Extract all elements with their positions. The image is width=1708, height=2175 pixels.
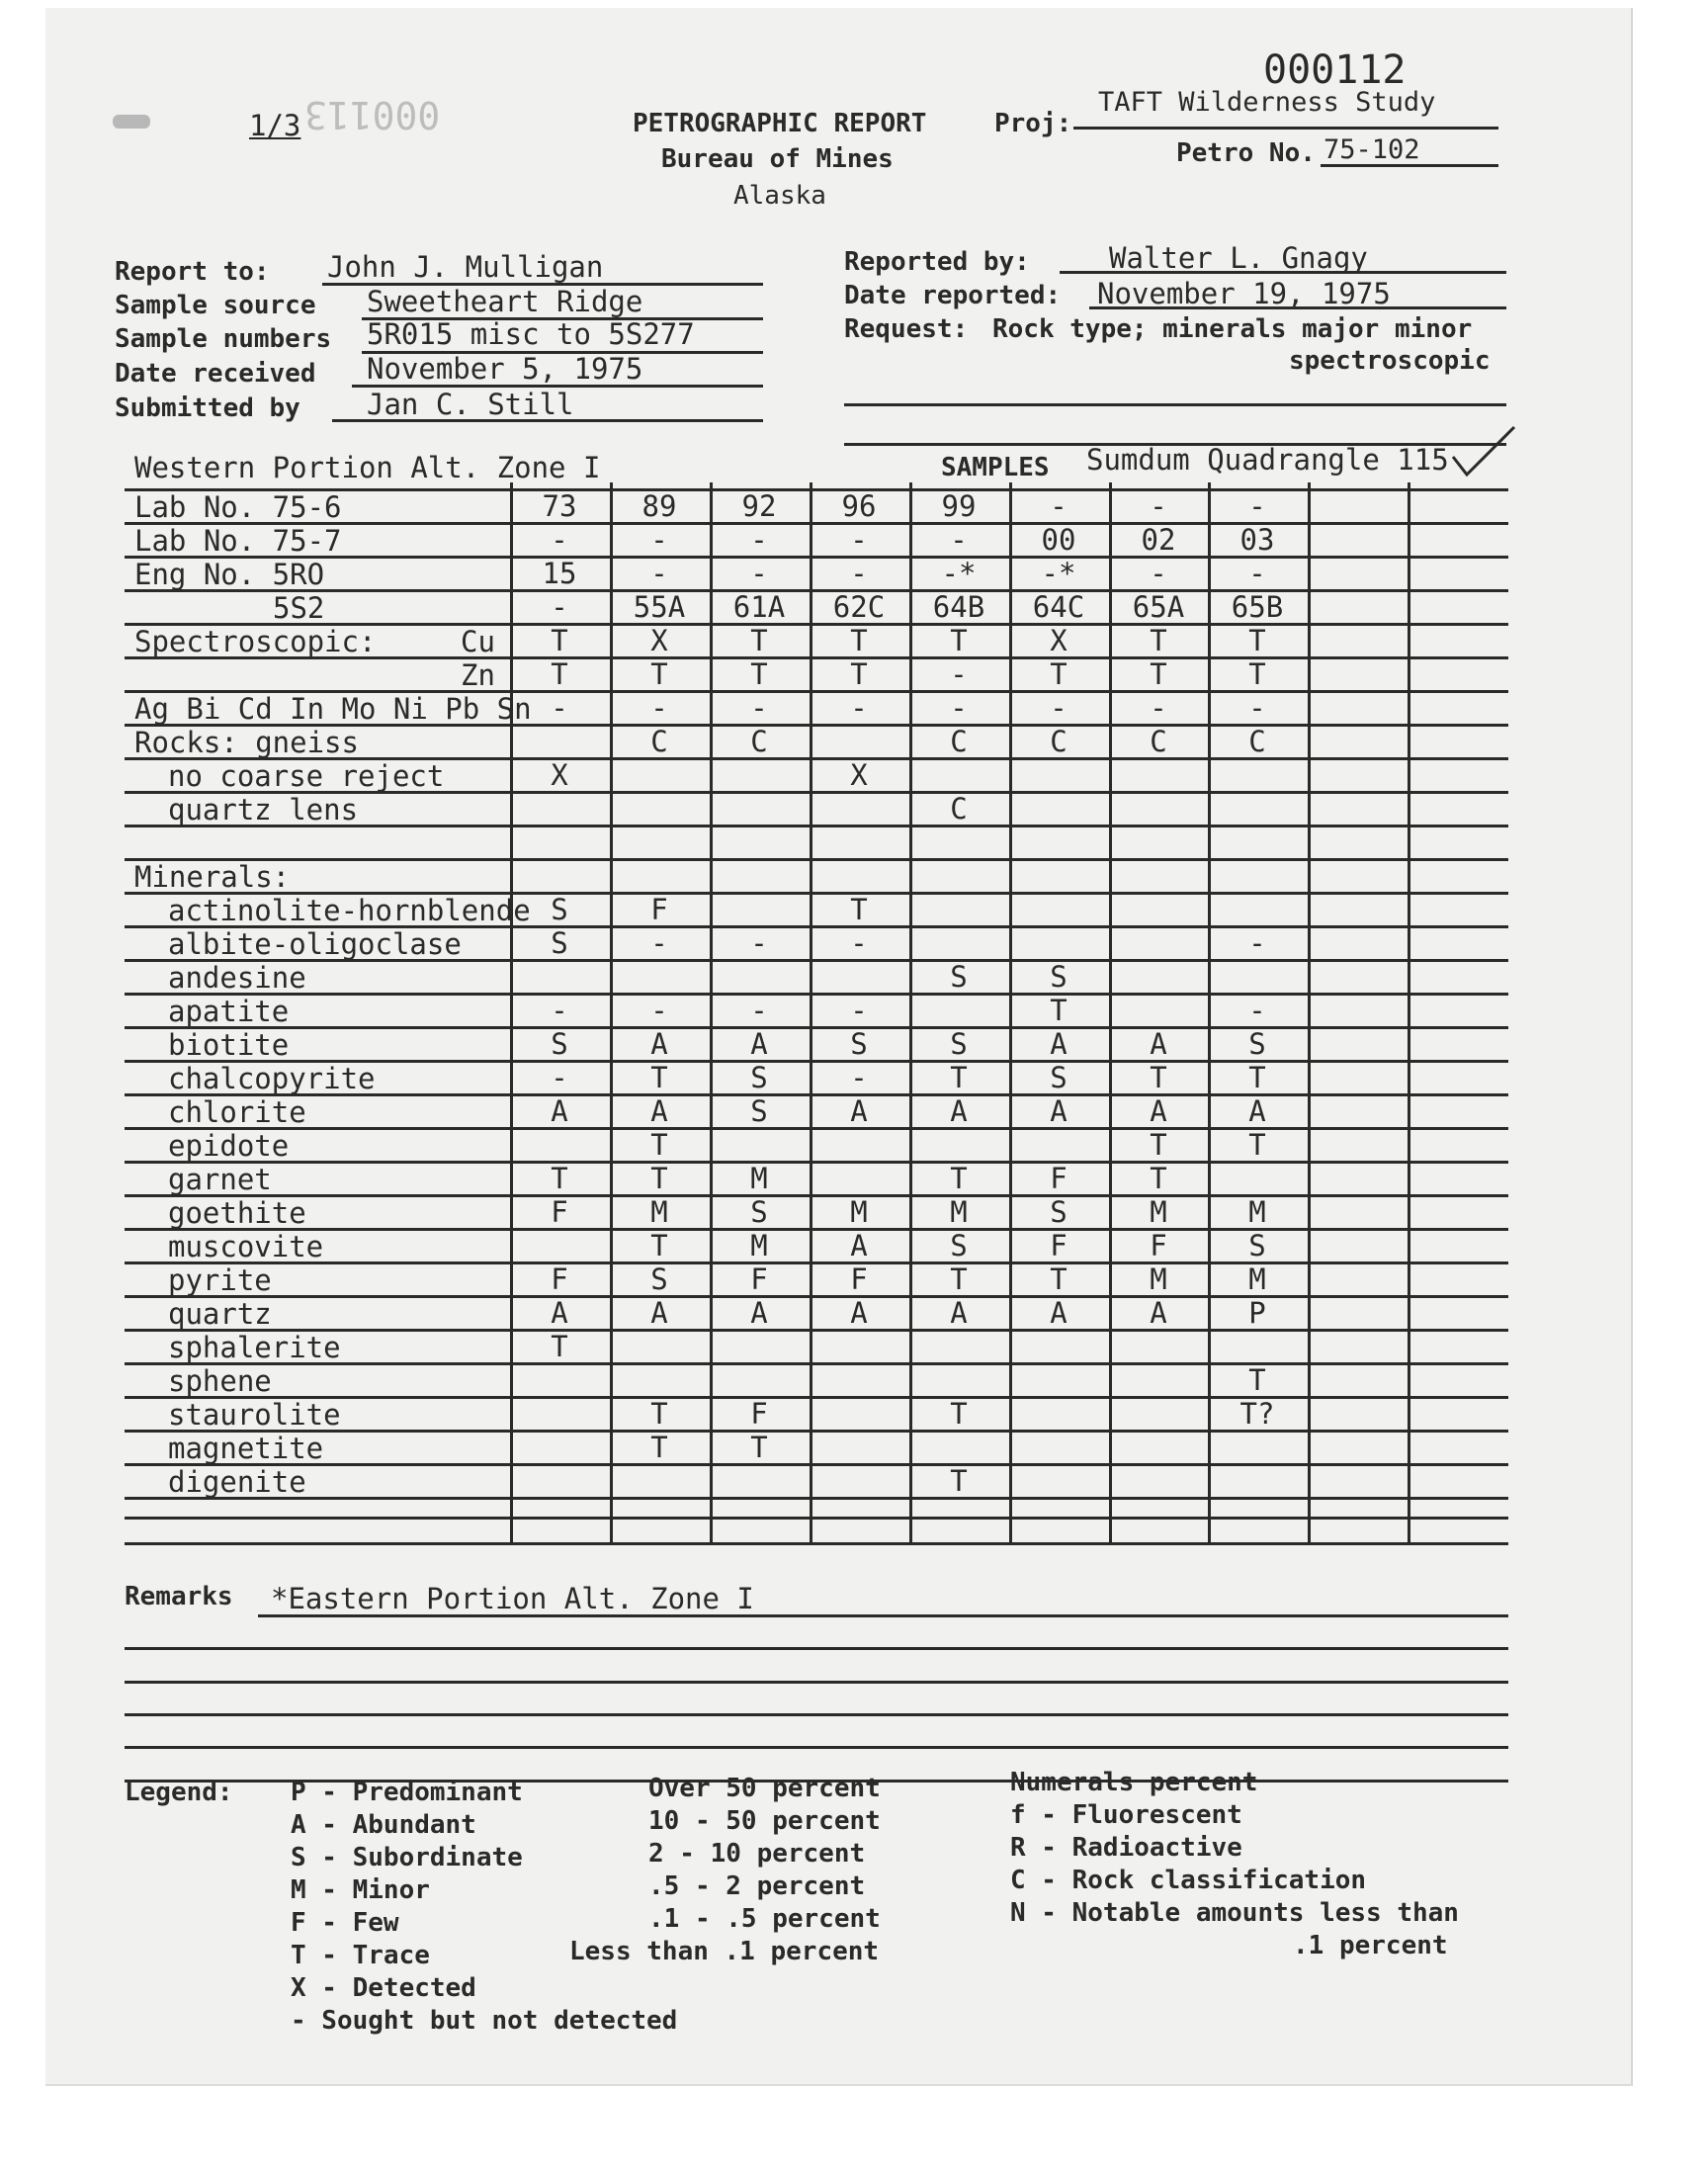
table-cell: -: [551, 691, 568, 725]
reverse-stamp-number: 000113: [304, 93, 441, 136]
row-rule: [125, 825, 1508, 827]
table-cell: A: [1050, 1027, 1068, 1061]
table-cell: 89: [641, 489, 677, 523]
column-rule: [1408, 482, 1410, 1542]
table-cell: -: [750, 691, 768, 725]
row-label: no coarse reject: [168, 759, 445, 793]
legend-note: .1 percent: [1293, 1931, 1448, 1960]
table-cell: T: [650, 657, 668, 691]
field-underline: [844, 403, 1506, 406]
table-cell: S: [1050, 1195, 1068, 1229]
table-cell: C: [1150, 725, 1167, 758]
row-label: staurolite: [168, 1398, 341, 1432]
table-cell: F: [551, 1262, 568, 1296]
column-rule: [909, 482, 912, 1542]
report-to-value: John J. Mulligan: [327, 250, 604, 284]
table-cell: 65B: [1231, 590, 1284, 624]
table-cell: X: [551, 758, 568, 792]
table-cell: S: [950, 960, 968, 994]
table-cell: T: [950, 1262, 968, 1296]
table-cell: A: [650, 1296, 668, 1330]
table-cell: S: [850, 1027, 868, 1061]
row-label: quartz lens: [168, 793, 359, 826]
row-rule: [125, 1517, 1508, 1520]
table-cell: T: [1050, 657, 1068, 691]
row-label: epidote: [168, 1129, 290, 1163]
table-cell: -: [950, 657, 968, 691]
table-cell: M: [650, 1195, 668, 1229]
table-cell: -: [650, 926, 668, 960]
legend-code: X - Detected: [291, 1973, 476, 2003]
table-cell: -*: [1041, 557, 1076, 590]
field-underline: [1089, 306, 1506, 309]
table-cell: A: [1050, 1296, 1068, 1330]
table-cell: -*: [941, 557, 977, 590]
table-cell: -: [750, 557, 768, 590]
table-cell: -: [551, 523, 568, 557]
table-cell: T: [750, 624, 768, 657]
table-cell: S: [551, 926, 568, 960]
legend-code: S - Subordinate: [291, 1843, 523, 1872]
sample-source-label: Sample source: [115, 291, 316, 320]
row-label: quartz: [168, 1297, 272, 1331]
row-label: Lab No. 75-6: [134, 490, 342, 524]
table-cell: M: [1248, 1195, 1266, 1229]
date-reported-label: Date reported:: [844, 281, 1062, 310]
row-label: apatite: [168, 995, 290, 1028]
table-cell: T: [950, 1061, 968, 1094]
table-cell: T: [1248, 657, 1266, 691]
field-underline: [1060, 271, 1506, 274]
table-cell: F: [551, 1195, 568, 1229]
table-cell: 02: [1141, 523, 1176, 557]
table-cell: M: [750, 1162, 768, 1195]
table-cell: -: [551, 590, 568, 624]
date-reported-value: November 19, 1975: [1097, 277, 1391, 310]
table-cell: C: [950, 792, 968, 826]
table-cell: T: [650, 1431, 668, 1464]
table-cell: -: [850, 994, 868, 1027]
table-cell: T: [1248, 624, 1266, 657]
table-cell: -: [1150, 557, 1167, 590]
submitted-by-value: Jan C. Still: [367, 388, 574, 421]
row-label: chalcopyrite: [168, 1062, 376, 1095]
table-cell: 64C: [1032, 590, 1085, 624]
table-cell: -: [1248, 489, 1266, 523]
document-number: 000112: [1263, 47, 1407, 93]
table-cell: -: [1050, 691, 1068, 725]
ink-smudge: [113, 115, 150, 129]
table-cell: -: [1248, 691, 1266, 725]
table-cell: T: [1150, 1061, 1167, 1094]
row-label: 5S2: [273, 591, 325, 625]
remarks-line: [125, 1746, 1508, 1749]
request-value-line1: Rock type; minerals major minor: [992, 314, 1473, 344]
column-rule: [1109, 482, 1112, 1542]
table-cell: 73: [542, 489, 577, 523]
request-value-line2: spectroscopic: [1289, 346, 1491, 376]
remarks-line: [125, 1681, 1508, 1684]
row-label: digenite: [168, 1465, 306, 1499]
table-cell: T: [1248, 1128, 1266, 1162]
report-title: PETROGRAPHIC REPORT: [633, 109, 927, 138]
table-cell: S: [950, 1027, 968, 1061]
table-cell: C: [950, 725, 968, 758]
column-rule: [810, 482, 812, 1542]
sample-numbers-label: Sample numbers: [115, 324, 332, 354]
table-cell: S: [551, 1027, 568, 1061]
column-rule: [1208, 482, 1211, 1542]
sample-numbers-value: 5R015 misc to 5S277: [367, 317, 695, 351]
row-rule: [125, 1542, 1508, 1545]
column-rule: [610, 482, 613, 1542]
table-cell: -: [850, 523, 868, 557]
table-cell: A: [1050, 1094, 1068, 1128]
table-cell: M: [1150, 1262, 1167, 1296]
legend-note: f - Fluorescent: [1010, 1800, 1242, 1830]
row-label: Spectroscopic:: [134, 625, 377, 658]
table-cell: A: [850, 1296, 868, 1330]
table-cell: S: [551, 893, 568, 926]
column-rule: [710, 482, 713, 1542]
request-label: Request:: [844, 314, 969, 344]
row-rule: [125, 1161, 1508, 1164]
table-cell: T: [1150, 657, 1167, 691]
table-cell: T: [650, 1061, 668, 1094]
table-cell: -: [650, 691, 668, 725]
table-cell: A: [750, 1296, 768, 1330]
reported-by-value: Walter L. Gnagy: [1109, 241, 1368, 275]
remarks-line: [125, 1647, 1508, 1650]
date-received-value: November 5, 1975: [367, 352, 643, 386]
table-cell: F: [750, 1262, 768, 1296]
petro-value: 75-102: [1324, 134, 1420, 165]
table-cell: -: [551, 994, 568, 1027]
table-cell: T: [850, 893, 868, 926]
table-cell: T: [950, 624, 968, 657]
table-cell: A: [1150, 1094, 1167, 1128]
reported-by-label: Reported by:: [844, 247, 1030, 277]
table-cell: A: [750, 1027, 768, 1061]
table-cell: T: [551, 657, 568, 691]
table-cell: A: [551, 1296, 568, 1330]
row-label: actinolite-hornblende: [168, 894, 531, 927]
proj-underline: [1073, 127, 1498, 130]
table-cell: T: [850, 657, 868, 691]
page-fraction: 1/3: [249, 109, 301, 142]
table-cell: T: [950, 1397, 968, 1431]
row-label: sphalerite: [168, 1331, 341, 1364]
table-cell: -: [850, 926, 868, 960]
table-cell: A: [551, 1094, 568, 1128]
row-label: garnet: [168, 1163, 272, 1196]
legend-code: T - Trace: [291, 1941, 430, 1970]
row-rule: [125, 858, 1508, 861]
table-cell: P: [1248, 1296, 1266, 1330]
legend-range: 2 - 10 percent: [648, 1839, 866, 1869]
report-to-label: Report to:: [115, 257, 270, 287]
field-underline: [332, 419, 763, 422]
table-cell: -: [850, 1061, 868, 1094]
table-cell: F: [750, 1397, 768, 1431]
table-cell: 03: [1239, 523, 1275, 557]
remarks-label: Remarks: [125, 1582, 233, 1611]
table-cell: A: [950, 1094, 968, 1128]
proj-label: Proj:: [994, 109, 1072, 138]
legend-range: .5 - 2 percent: [648, 1871, 866, 1901]
row-label: sphene: [168, 1364, 272, 1398]
table-cell: -: [650, 557, 668, 590]
table-cell: T: [1248, 1061, 1266, 1094]
table-cell: T: [950, 1464, 968, 1498]
table-cell: F: [650, 893, 668, 926]
table-cell: -: [551, 1061, 568, 1094]
table-cell: 99: [941, 489, 977, 523]
table-cell: 96: [841, 489, 877, 523]
table-cell: T: [650, 1229, 668, 1262]
report-sheet: [45, 8, 1633, 2086]
table-cell: -: [850, 691, 868, 725]
table-cell: F: [1050, 1162, 1068, 1195]
table-cell: A: [850, 1094, 868, 1128]
table-cell: C: [650, 725, 668, 758]
row-label: magnetite: [168, 1432, 324, 1465]
table-cell: M: [850, 1195, 868, 1229]
table-cell: 61A: [732, 590, 786, 624]
legend-note: Numerals percent: [1010, 1768, 1258, 1797]
table-cell: 64B: [932, 590, 985, 624]
table-cell: S: [750, 1195, 768, 1229]
table-cell: -: [1248, 926, 1266, 960]
table-cell: X: [850, 758, 868, 792]
table-cell: -: [1248, 994, 1266, 1027]
legend-code: P - Predominant: [291, 1778, 523, 1807]
submitted-by-label: Submitted by: [115, 393, 300, 423]
table-cell: 65A: [1132, 590, 1185, 624]
table-cell: T: [650, 1162, 668, 1195]
table-cell: S: [750, 1094, 768, 1128]
table-cell: T: [551, 1330, 568, 1363]
samples-value: Sumdum Quadrangle 115: [1086, 443, 1449, 477]
row-label: Ag Bi Cd In Mo Ni Pb Sn: [134, 692, 532, 726]
petro-underline: [1321, 164, 1498, 167]
table-cell: T: [551, 1162, 568, 1195]
table-cell: C: [1248, 725, 1266, 758]
legend-note: N - Notable amounts less than: [1010, 1898, 1459, 1928]
checkmark-icon: [1449, 423, 1518, 482]
table-cell: T: [950, 1162, 968, 1195]
row-sub-label: Zn: [461, 658, 495, 692]
row-rule: [125, 1430, 1508, 1433]
legend-code: M - Minor: [291, 1875, 430, 1905]
table-cell: -: [650, 994, 668, 1027]
legend-label: Legend:: [125, 1778, 233, 1807]
table-cell: F: [1050, 1229, 1068, 1262]
table-cell: -: [850, 557, 868, 590]
table-cell: C: [1050, 725, 1068, 758]
table-cell: F: [850, 1262, 868, 1296]
legend-range: Over 50 percent: [648, 1774, 881, 1803]
table-cell: A: [1150, 1296, 1167, 1330]
table-cell: T: [1050, 1262, 1068, 1296]
table-cell: S: [1248, 1229, 1266, 1262]
table-cell: -: [750, 523, 768, 557]
column-rule: [510, 482, 513, 1542]
row-label: muscovite: [168, 1230, 324, 1263]
row-rule: [125, 1497, 1508, 1500]
column-rule: [1009, 482, 1012, 1542]
table-cell: A: [650, 1094, 668, 1128]
table-cell: T: [650, 1128, 668, 1162]
legend-range: 10 - 50 percent: [648, 1806, 881, 1836]
legend-note: R - Radioactive: [1010, 1833, 1242, 1863]
table-cell: S: [750, 1061, 768, 1094]
table-cell: A: [1248, 1094, 1266, 1128]
table-cell: T: [551, 624, 568, 657]
table-cell: M: [1150, 1195, 1167, 1229]
table-cell: 92: [741, 489, 777, 523]
legend-code: F - Few: [291, 1908, 399, 1938]
remarks-value: *Eastern Portion Alt. Zone I: [271, 1582, 754, 1615]
table-cell: 15: [542, 557, 577, 590]
proj-value: TAFT Wilderness Study: [1098, 87, 1436, 118]
table-cell: -: [1248, 557, 1266, 590]
remarks-line: [258, 1614, 1508, 1617]
date-received-label: Date received: [115, 359, 316, 389]
region-name: Alaska: [733, 181, 826, 211]
row-label: andesine: [168, 961, 306, 995]
table-cell: M: [1248, 1262, 1266, 1296]
row-label: chlorite: [168, 1095, 306, 1129]
row-label: pyrite: [168, 1263, 272, 1297]
legend-note: C - Rock classification: [1010, 1866, 1367, 1895]
row-label: Minerals:: [134, 860, 291, 894]
row-rule: [125, 1463, 1508, 1466]
row-label: Lab No. 75-7: [134, 524, 342, 558]
agency-name: Bureau of Mines: [661, 144, 894, 174]
table-cell: -: [950, 691, 968, 725]
table-cell: X: [650, 624, 668, 657]
legend-code: - Sought but not detected: [291, 2006, 678, 2036]
table-cell: S: [1050, 960, 1068, 994]
table-cell: M: [950, 1195, 968, 1229]
row-label: biotite: [168, 1028, 290, 1062]
sample-source-value: Sweetheart Ridge: [367, 285, 643, 318]
row-rule: [125, 959, 1508, 962]
table-cell: T: [1150, 1128, 1167, 1162]
table-cell: -: [750, 994, 768, 1027]
remarks-line: [125, 1713, 1508, 1716]
table-cell: S: [1050, 1061, 1068, 1094]
table-cell: -: [650, 523, 668, 557]
table-cell: A: [850, 1229, 868, 1262]
row-sub-label: Cu: [461, 625, 495, 658]
table-cell: S: [1248, 1027, 1266, 1061]
table-cell: A: [950, 1296, 968, 1330]
table-cell: -: [1050, 489, 1068, 523]
table-cell: C: [750, 725, 768, 758]
table-cell: 55A: [633, 590, 686, 624]
row-label: goethite: [168, 1196, 306, 1230]
table-cell: T?: [1239, 1397, 1275, 1431]
section-title: Western Portion Alt. Zone I: [134, 451, 601, 484]
legend-code: A - Abundant: [291, 1810, 476, 1840]
table-cell: T: [650, 1397, 668, 1431]
table-cell: F: [1150, 1229, 1167, 1262]
table-cell: T: [750, 657, 768, 691]
table-cell: T: [1150, 1162, 1167, 1195]
table-cell: T: [1050, 994, 1068, 1027]
column-rule: [1308, 482, 1311, 1542]
legend-range: Less than .1 percent: [569, 1937, 880, 1966]
table-cell: T: [750, 1431, 768, 1464]
legend-range: .1 - .5 percent: [648, 1904, 881, 1934]
table-cell: M: [750, 1229, 768, 1262]
table-cell: -: [1150, 691, 1167, 725]
table-cell: -: [1150, 489, 1167, 523]
table-cell: X: [1050, 624, 1068, 657]
table-cell: 62C: [832, 590, 886, 624]
table-cell: A: [650, 1027, 668, 1061]
row-label: albite-oligoclase: [168, 927, 462, 961]
petro-label: Petro No.: [1176, 138, 1316, 168]
table-cell: T: [850, 624, 868, 657]
samples-label: SAMPLES: [941, 453, 1050, 482]
table-cell: -: [750, 926, 768, 960]
table-cell: -: [950, 523, 968, 557]
table-cell: S: [950, 1229, 968, 1262]
table-cell: T: [1248, 1363, 1266, 1397]
table-cell: S: [650, 1262, 668, 1296]
table-cell: A: [1150, 1027, 1167, 1061]
row-label: Rocks: gneiss: [134, 726, 359, 759]
table-cell: T: [1150, 624, 1167, 657]
row-label: Eng No. 5RO: [134, 558, 325, 591]
table-cell: 00: [1041, 523, 1076, 557]
